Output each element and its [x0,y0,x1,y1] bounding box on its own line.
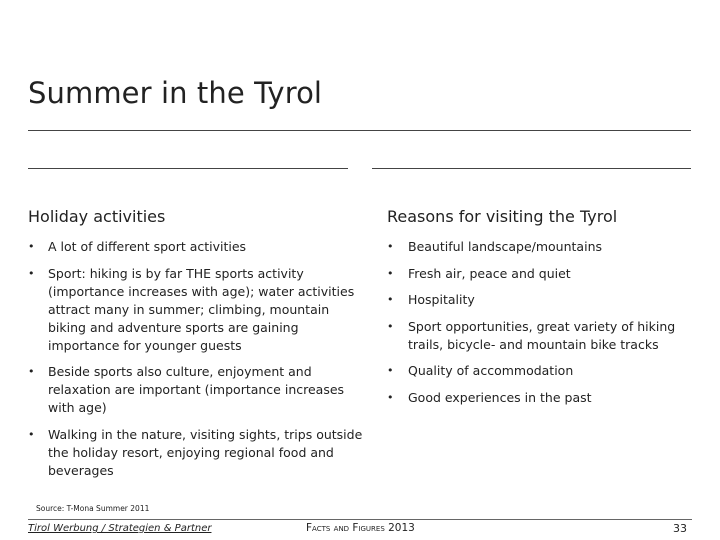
bullet-icon: • [387,240,394,253]
right-column-divider [372,168,691,169]
page-number: 33 [673,522,687,535]
list-item-text: Sport: hiking is by far THE sports activity (importance increases with age); water activities attract many in summer; climbing, mountain biking and adventure sports are gaining importance for younger guests [48,265,355,353]
list-item [28,265,368,355]
bullet-icon: • [28,266,35,280]
list-item-text: Walking in the nature, visiting sights, trips outside the holiday resort, enjoying regional food and beverages [48,426,363,478]
holiday-activities-list [28,238,368,480]
list-item-text: Quality of accommodation [408,363,574,378]
bullet-icon: • [28,240,35,253]
slide-title: Summer in the Tyrol [28,76,323,110]
list-item [28,238,368,256]
bullet-icon: • [387,266,394,280]
bullet-icon: • [387,364,394,377]
footer-divider [28,519,692,520]
bullet-icon: • [387,390,394,404]
left-column-divider [28,168,348,169]
holiday-activities-column [28,207,368,488]
list-item-text: Beside sports also culture, enjoyment and relaxation are important (importance increases with age) [48,364,345,415]
bullet-icon: • [387,293,394,306]
reasons-column [387,207,697,415]
source-note: Source: T-Mona Summer 2011 [36,504,150,513]
title-divider [28,130,691,131]
list-item-text: Good experiences in the past [408,389,592,405]
list-item-text: Sport opportunities, great variety of hiking trails, bicycle- and mountain bike tracks [408,318,676,352]
list-item-text: A lot of different sport activities [48,239,247,254]
footer-company: Tirol Werbung / Strategien & Partner [28,523,212,534]
bullet-icon: • [28,427,35,441]
list-item-text: Fresh air, peace and quiet [408,265,571,281]
list-item [387,265,697,283]
list-item [387,318,697,354]
bullet-icon: • [28,365,35,378]
list-item [387,389,697,407]
list-item [387,238,697,256]
bullet-icon: • [387,319,394,333]
list-item-text: Beautiful landscape/mountains [408,239,603,254]
list-item [28,363,368,417]
list-item [28,426,368,480]
reasons-list [387,238,697,407]
list-item [387,362,697,380]
reasons-heading: Reasons for visiting the Tyrol [387,207,618,226]
list-item-text: Hospitality [408,292,475,307]
footer-publication: Facts and Figures 2013 [306,522,415,534]
holiday-activities-heading: Holiday activities [28,207,166,226]
list-item [387,291,697,309]
